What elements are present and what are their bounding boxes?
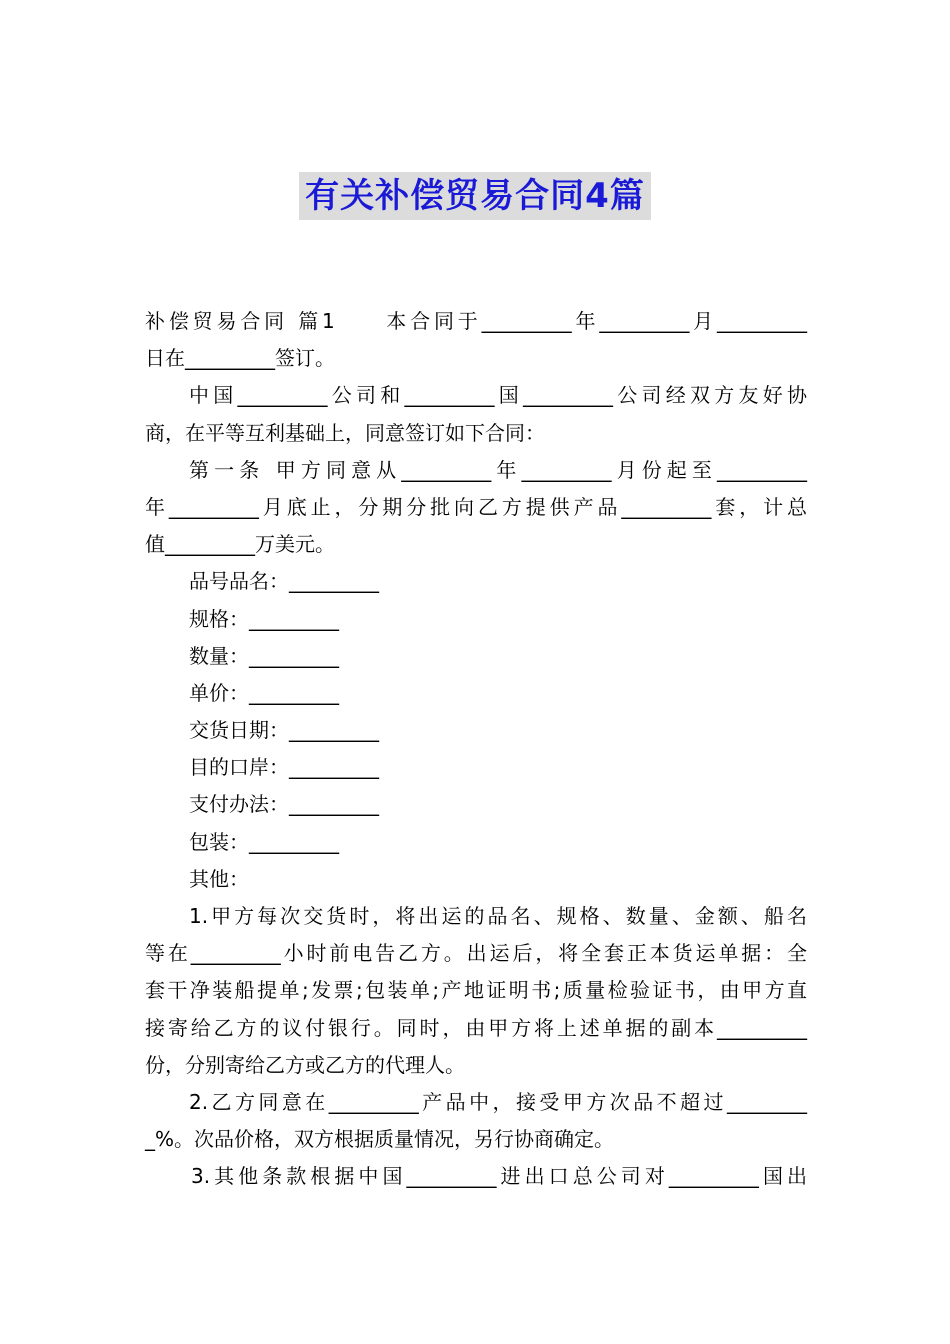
text-line: 中国_________公司和_________国_________公司经双方友好协 [189,383,807,408]
text-line: 商，在平等互利基础上，同意签订如下合同： [145,420,545,445]
text-line: 等在_________小时前电告乙方。出运后，将全套正本货运单据：全 [145,941,807,966]
document-body [145,303,807,1196]
text-line: 第一条 甲方同意从_________年_________月份起至_________ [189,457,807,482]
text-line: 1.甲方每次交货时，将出运的品名、规格、数量、金额、船名 [189,904,807,928]
text-line: 份，分别寄给乙方或乙方的代理人。 [145,1052,465,1077]
text-line: 包装：_________ [189,829,339,854]
text-line: _%。次品价格，双方根据质量情况，另行协商确定。 [145,1127,615,1152]
text-line: 日在_________签订。 [145,346,335,371]
text-line: 接寄给乙方的议付银行。同时，由甲方将上述单据的副本_________ [145,1015,807,1040]
title-container [0,172,950,220]
text-line: 其他： [189,866,249,891]
text-line: 值_________万美元。 [145,532,335,557]
text-line: 目的口岸：_________ [189,755,379,780]
text-line: 数量：_________ [189,643,339,668]
text-line: 套干净装船提单;发票;包装单;产地证明书;质量检验证书，由甲方直 [145,978,807,1003]
text-line: 3.其他条款根据中国_________进出口总公司对_________国出 [191,1164,807,1189]
text-line: 规格：_________ [189,606,339,631]
text-line: 单价：_________ [189,680,339,705]
text-line: 年_________月底止，分期分批向乙方提供产品_________套，计总 [145,494,807,519]
document-title: 有关补偿贸易合同4篇 [299,172,651,220]
text-line: 交货日期：_________ [189,718,379,743]
text-line: 2.乙方同意在_________产品中，接受甲方次品不超过________ [189,1089,807,1114]
text-line: 补偿贸易合同 篇1 本合同于_________年_________月_________ [145,309,807,333]
text-line: 支付办法：_________ [189,792,379,817]
text-line: 品号品名：_________ [189,569,379,594]
